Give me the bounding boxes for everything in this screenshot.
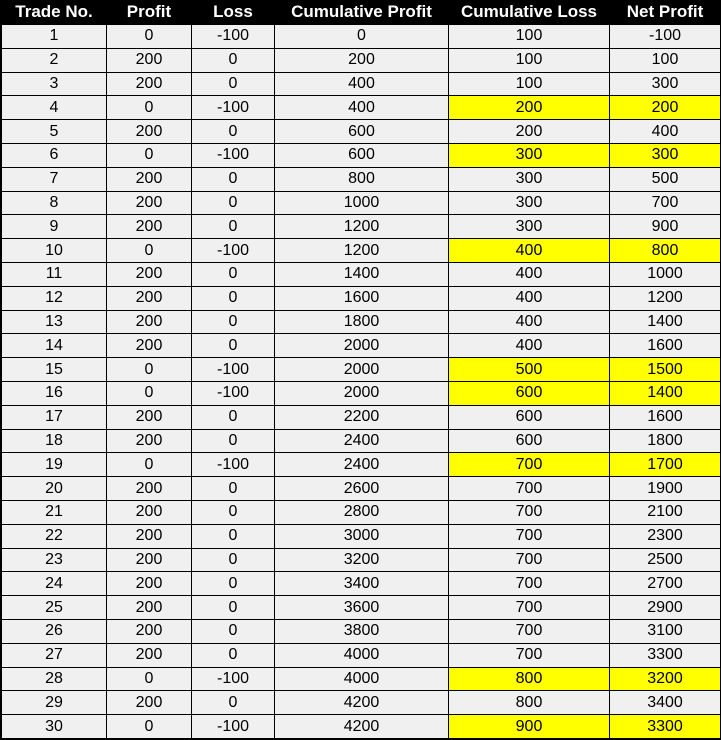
loss-cell: -100 [192,715,275,739]
cumulative-profit-cell: 1400 [275,262,449,286]
profit-cell: 0 [107,25,192,49]
profit-cell: 200 [107,215,192,239]
cumulative-loss-cell: 700 [449,524,610,548]
table-row [2,96,721,120]
table-row [2,358,721,382]
table-row [2,310,721,334]
profit-cell: 0 [107,381,192,405]
trade-no-cell: 1 [2,25,107,49]
net-profit-cell: 300 [610,143,721,167]
profit-cell: 200 [107,72,192,96]
profit-cell: 200 [107,477,192,501]
loss-cell: -100 [192,239,275,263]
table-row [2,691,721,715]
table-row [2,286,721,310]
cumulative-loss-cell: 100 [449,48,610,72]
cumulative-profit-cell: 1800 [275,310,449,334]
table-row [2,48,721,72]
net-profit-cell: 300 [610,72,721,96]
profit-cell: 0 [107,239,192,263]
loss-cell: -100 [192,96,275,120]
net-profit-cell: 1200 [610,286,721,310]
cumulative-profit-cell: 4200 [275,715,449,739]
loss-cell: 0 [192,72,275,96]
net-profit-cell: 100 [610,48,721,72]
cumulative-loss-cell: 200 [449,96,610,120]
trade-no-cell: 21 [2,500,107,524]
net-profit-cell: -100 [610,25,721,49]
cumulative-profit-cell: 1200 [275,239,449,263]
loss-cell: 0 [192,596,275,620]
profit-cell: 200 [107,120,192,144]
header-cumulative-loss: Cumulative Loss [449,0,610,25]
table-row [2,453,721,477]
table-row [2,524,721,548]
cumulative-profit-cell: 3400 [275,572,449,596]
net-profit-cell: 2300 [610,524,721,548]
loss-cell: 0 [192,286,275,310]
profit-cell: 200 [107,310,192,334]
cumulative-profit-cell: 2600 [275,477,449,501]
cumulative-loss-cell: 800 [449,691,610,715]
loss-cell: 0 [192,262,275,286]
cumulative-profit-cell: 200 [275,48,449,72]
net-profit-cell: 700 [610,191,721,215]
loss-cell: -100 [192,143,275,167]
trade-no-cell: 26 [2,619,107,643]
net-profit-cell: 2900 [610,596,721,620]
profit-cell: 200 [107,596,192,620]
cumulative-loss-cell: 800 [449,667,610,691]
cumulative-loss-cell: 400 [449,286,610,310]
profit-cell: 200 [107,643,192,667]
trade-no-cell: 9 [2,215,107,239]
trades-table [1,0,721,739]
loss-cell: 0 [192,572,275,596]
net-profit-cell: 2100 [610,500,721,524]
loss-cell: 0 [192,619,275,643]
trade-no-cell: 23 [2,548,107,572]
net-profit-cell: 1700 [610,453,721,477]
cumulative-profit-cell: 4000 [275,643,449,667]
trade-no-cell: 13 [2,310,107,334]
cumulative-loss-cell: 200 [449,120,610,144]
table-row [2,120,721,144]
trade-no-cell: 18 [2,429,107,453]
cumulative-profit-cell: 800 [275,167,449,191]
profit-cell: 200 [107,691,192,715]
loss-cell: 0 [192,477,275,501]
net-profit-cell: 200 [610,96,721,120]
cumulative-profit-cell: 1600 [275,286,449,310]
cumulative-loss-cell: 900 [449,715,610,739]
cumulative-profit-cell: 1200 [275,215,449,239]
net-profit-cell: 1400 [610,381,721,405]
cumulative-loss-cell: 400 [449,239,610,263]
loss-cell: -100 [192,453,275,477]
net-profit-cell: 400 [610,120,721,144]
trade-no-cell: 16 [2,381,107,405]
trade-no-cell: 6 [2,143,107,167]
table-row [2,143,721,167]
net-profit-cell: 3300 [610,715,721,739]
net-profit-cell: 800 [610,239,721,263]
net-profit-cell: 2500 [610,548,721,572]
profit-cell: 200 [107,191,192,215]
loss-cell: 0 [192,191,275,215]
cumulative-profit-cell: 3200 [275,548,449,572]
net-profit-cell: 1900 [610,477,721,501]
trade-no-cell: 25 [2,596,107,620]
loss-cell: 0 [192,500,275,524]
table-row [2,477,721,501]
trade-no-cell: 20 [2,477,107,501]
profit-cell: 200 [107,262,192,286]
net-profit-cell: 1000 [610,262,721,286]
table-row [2,262,721,286]
loss-cell: 0 [192,120,275,144]
net-profit-cell: 3300 [610,643,721,667]
cumulative-profit-cell: 600 [275,120,449,144]
net-profit-cell: 1400 [610,310,721,334]
profit-cell: 200 [107,405,192,429]
cumulative-loss-cell: 700 [449,453,610,477]
cumulative-loss-cell: 700 [449,500,610,524]
cumulative-loss-cell: 400 [449,262,610,286]
table-row [2,667,721,691]
table-row [2,429,721,453]
cumulative-loss-cell: 300 [449,215,610,239]
trade-no-cell: 8 [2,191,107,215]
table-row [2,191,721,215]
header-loss: Loss [192,0,275,25]
header-profit: Profit [107,0,192,25]
profit-cell: 200 [107,619,192,643]
trade-no-cell: 12 [2,286,107,310]
cumulative-profit-cell: 400 [275,72,449,96]
loss-cell: 0 [192,48,275,72]
profit-cell: 200 [107,334,192,358]
trade-no-cell: 22 [2,524,107,548]
loss-cell: 0 [192,548,275,572]
profit-cell: 200 [107,429,192,453]
trade-no-cell: 3 [2,72,107,96]
cumulative-profit-cell: 2000 [275,381,449,405]
cumulative-loss-cell: 700 [449,548,610,572]
table-row [2,619,721,643]
trade-no-cell: 10 [2,239,107,263]
net-profit-cell: 3100 [610,619,721,643]
table-row [2,215,721,239]
profit-cell: 0 [107,358,192,382]
table-row [2,500,721,524]
cumulative-profit-cell: 3600 [275,596,449,620]
trade-no-cell: 29 [2,691,107,715]
trade-no-cell: 2 [2,48,107,72]
header-net-profit: Net Profit [610,0,721,25]
cumulative-profit-cell: 400 [275,96,449,120]
table-row [2,334,721,358]
table-body [2,25,721,739]
cumulative-profit-cell: 3000 [275,524,449,548]
trade-no-cell: 5 [2,120,107,144]
cumulative-profit-cell: 2200 [275,405,449,429]
loss-cell: 0 [192,167,275,191]
cumulative-loss-cell: 700 [449,477,610,501]
loss-cell: -100 [192,381,275,405]
cumulative-profit-cell: 2000 [275,334,449,358]
header-trade-no: Trade No. [2,0,107,25]
table-row [2,25,721,49]
loss-cell: 0 [192,524,275,548]
header-cumulative-profit: Cumulative Profit [275,0,449,25]
trade-no-cell: 19 [2,453,107,477]
net-profit-cell: 1600 [610,334,721,358]
table-row [2,167,721,191]
profit-cell: 200 [107,524,192,548]
trade-no-cell: 30 [2,715,107,739]
loss-cell: -100 [192,667,275,691]
table-row [2,548,721,572]
net-profit-cell: 1600 [610,405,721,429]
cumulative-profit-cell: 1000 [275,191,449,215]
cumulative-loss-cell: 400 [449,334,610,358]
profit-cell: 200 [107,548,192,572]
cumulative-profit-cell: 0 [275,25,449,49]
net-profit-cell: 2700 [610,572,721,596]
loss-cell: 0 [192,405,275,429]
cumulative-profit-cell: 2800 [275,500,449,524]
loss-cell: 0 [192,334,275,358]
cumulative-profit-cell: 4000 [275,667,449,691]
profit-cell: 0 [107,143,192,167]
cumulative-loss-cell: 100 [449,72,610,96]
net-profit-cell: 900 [610,215,721,239]
table-row [2,715,721,739]
net-profit-cell: 3200 [610,667,721,691]
cumulative-loss-cell: 700 [449,619,610,643]
cumulative-profit-cell: 4200 [275,691,449,715]
trade-no-cell: 4 [2,96,107,120]
loss-cell: 0 [192,643,275,667]
net-profit-cell: 500 [610,167,721,191]
cumulative-loss-cell: 400 [449,310,610,334]
cumulative-loss-cell: 700 [449,572,610,596]
cumulative-loss-cell: 100 [449,25,610,49]
trade-no-cell: 15 [2,358,107,382]
cumulative-profit-cell: 600 [275,143,449,167]
cumulative-loss-cell: 600 [449,405,610,429]
cumulative-loss-cell: 300 [449,143,610,167]
profit-cell: 200 [107,572,192,596]
cumulative-profit-cell: 2400 [275,429,449,453]
cumulative-loss-cell: 700 [449,596,610,620]
trade-no-cell: 14 [2,334,107,358]
profit-cell: 0 [107,667,192,691]
table-row [2,572,721,596]
loss-cell: 0 [192,691,275,715]
table-row [2,381,721,405]
cumulative-loss-cell: 500 [449,358,610,382]
profit-cell: 200 [107,167,192,191]
table-row [2,596,721,620]
loss-cell: -100 [192,358,275,382]
cumulative-loss-cell: 700 [449,643,610,667]
table-row [2,643,721,667]
loss-cell: -100 [192,25,275,49]
trade-no-cell: 17 [2,405,107,429]
trade-no-cell: 28 [2,667,107,691]
trade-no-cell: 27 [2,643,107,667]
cumulative-loss-cell: 600 [449,381,610,405]
profit-cell: 200 [107,286,192,310]
net-profit-cell: 3400 [610,691,721,715]
net-profit-cell: 1800 [610,429,721,453]
profit-cell: 0 [107,453,192,477]
loss-cell: 0 [192,310,275,334]
cumulative-profit-cell: 2400 [275,453,449,477]
profit-cell: 0 [107,715,192,739]
header-row [2,0,721,25]
trade-no-cell: 7 [2,167,107,191]
profit-cell: 0 [107,96,192,120]
net-profit-cell: 1500 [610,358,721,382]
profit-cell: 200 [107,500,192,524]
cumulative-loss-cell: 300 [449,191,610,215]
trade-no-cell: 24 [2,572,107,596]
cumulative-profit-cell: 2000 [275,358,449,382]
table-row [2,239,721,263]
cumulative-loss-cell: 300 [449,167,610,191]
trade-no-cell: 11 [2,262,107,286]
cumulative-loss-cell: 600 [449,429,610,453]
cumulative-profit-cell: 3800 [275,619,449,643]
table-row [2,405,721,429]
profit-cell: 200 [107,48,192,72]
table-row [2,72,721,96]
loss-cell: 0 [192,215,275,239]
loss-cell: 0 [192,429,275,453]
